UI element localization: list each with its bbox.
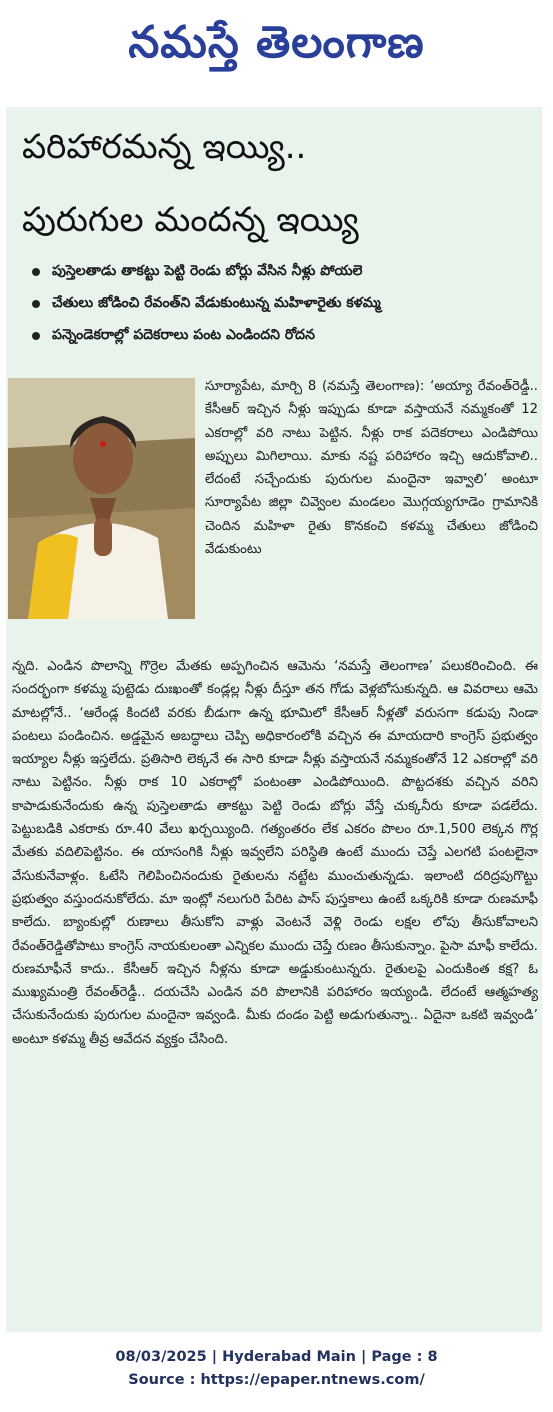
bullet-item (18, 256, 542, 288)
bullet-text: చేతులు జోడించి రేవంత్‌ని వేడుకుంటున్న మహిళారైతు కళమ్మ (52, 294, 381, 311)
bullet-item (18, 288, 542, 320)
masthead (0, 0, 553, 100)
bullet-icon (32, 300, 40, 308)
bullet-icon (32, 268, 40, 276)
bullet-text: పుస్తెలతాడు తాకట్టు పెట్టి రెండు బోర్లు వేసిన నీళ్లు పోయలె (52, 262, 363, 279)
bullet-item (18, 320, 542, 352)
article-body-intro: సూర్యాపేట, మార్చి 8 (నమస్తే తెలంగాణ): ‘అయ్యా రేవంత్‌రెడ్డీ.. కేసీఆర్‌ ఇచ్చిన నీళ్లు ఇప్పుడు కూడా వస్తాయనే నమ్మకంతో 12 ఎకరాల్లో వరి నాటు పెట్టిన. నీళ్లు రాక పదెకరాలు ఎండిపోయి అప్పులు మిగిలాయి. మాకు నష్ట పరిహారం ఇచ్చి ఆదుకోవాలి.. లేదంటే సచ్చేందుకు పురుగుల మందైనా ఇవ్వాలి’ అంటూ సూర్యాపేట జిల్లా చివ్వెంల మండలం మొగ్గయ్యగూడెం గ్రామానికి చెందిన మహిళా రైతు కొనకంచి కళమ్మ చేతులు జోడించి వేడుకుంటు (205, 379, 538, 558)
newspaper-logo: నమస్తే తెలంగాణ (128, 17, 425, 68)
headline-line-2: పురుగుల మందన్న ఇయ్యి (22, 200, 359, 240)
headline-line-1: పరిహారమన్న ఇయ్యి.. (22, 127, 307, 167)
farmer-photo (8, 378, 195, 619)
summary-bullets (18, 256, 542, 352)
edition-info: 08/03/2025 | Hyderabad Main | Page : 8 (115, 1349, 438, 1365)
source-link[interactable]: Source : https://epaper.ntnews.com/ (128, 1372, 425, 1388)
bullet-text: పన్నెండెకరాల్లో పదెకరాలు పంట ఎండిందని రోదన (52, 326, 315, 343)
bullet-icon (32, 332, 40, 340)
article-body: న్నది. ఎండిన పొలాన్ని గొర్రెల మేతకు అప్పగించిన ఆమెను ‘నమస్తే తెలంగాణ’ పలుకరించింది. ఈ సందర్భంగా కళమ్మ పుట్టెడు దుఃఖంతో కండ్లల్ల నీళ్లు దీస్తూ తన గోడు వెళ్లబోసుకున్నది. ఆ వివరాలు ఆమె మాటల్లోనే.. ‘ఆరేండ్ల కిందటి వరకు బీడుగా ఉన్న భూమిలో కేసీఆర్‌ నీళ్లతో వరుసగా కడుపు నిండా పంటలు పండించిన. అడ్డమైన అబద్ధాలు చెప్పి అధికారంలోకి వచ్చిన ఈ మాయదారి కాంగ్రెస్‌ ప్రభుత్వం ఇయ్యాల నీళ్లు ఇస్తలేదు. ప్రతిసారి లెక్కనే ఈ సారి కూడా నీళ్లు వస్తాయనే నమ్మకంతోనే 12 ఎకరాల్లో వరి నాటు పెట్టినం. నీళ్లు రాక 10 ఎకరాల్లో పంటంతా ఎండిపోయింది. పొట్టదశకు వచ్చిన వరిని కాపాడుకునేందుకు ఉన్న పుస్తెలతాడు తాకట్టు పెట్టి రెండు బోర్లు వేస్తే చుక్కనీరు కూడా పడలేదు. పెట్టుబడికి ఎకరాకు రూ.40 వేలు ఖర్చయ్యింది. గత్యంతరం లేక ఎకరం పొలం రూ.1,500 లెక్కన గొర్ల మేతకు వదిలిపెట్టినం. ఈ యాసంగికి నీళ్లు ఇవ్వలేని పరిస్థితి ఉంటే ముందు చెప్తే ఎలగటి పంటలైనా వేసుకునేవాళ్లం. ఓటేసి గెలిపించినందుకు రైతులను నట్టేట ముంచుతున్నడు. ఇలాంటి దరిద్రపుగొట్టు ప్రభుత్వం వస్తుందనుకోలేదు. మా ఇంట్లో నలుగురి పేరిట పాస్‌ పుస్తకాలు ఉంటే ఒక్కరికి కూడా రుణమాఫీ కాలేదు. బ్యాంకుల్లో రుణాలు తీసుకోని వాళ్లు వెంటనే వెళ్లి రెండు లక్షల లోపు తీసుకోవాలని రేవంత్‌రెడ్డితోపాటు కాంగ్రెస్‌ నాయకులంతా ఎన్నికల ముందు చెప్తే రుణం తీసుకున్నాం. పైసా మాఫీ కాలేదు. రుణమాఫీనే కాదు.. కేసీఆర్‌ ఇచ్చిన నీళ్లను కూడా అడ్డుకుంటున్నరు. రైతులపై ఎందుకింత కక్ష? ఓ ముఖ్యమంత్రి రేవంత్‌రెడ్డీ.. దయచేసి ఎండిన వరి పొలానికి పరిహారం ఇయ్యండి. లేదంటే ఆత్మహత్య చేసుకునేందుకు పురుగుల మందైనా ఇవ్వండి. మీకు దండం పెట్టి అడుగుతున్నా.. ఏదైనా ఒకటి ఇవ్వండి’ అంటూ కళమ్మ తీవ్ర ఆవేదన వ్యక్తం చేసింది. (12, 659, 538, 1047)
